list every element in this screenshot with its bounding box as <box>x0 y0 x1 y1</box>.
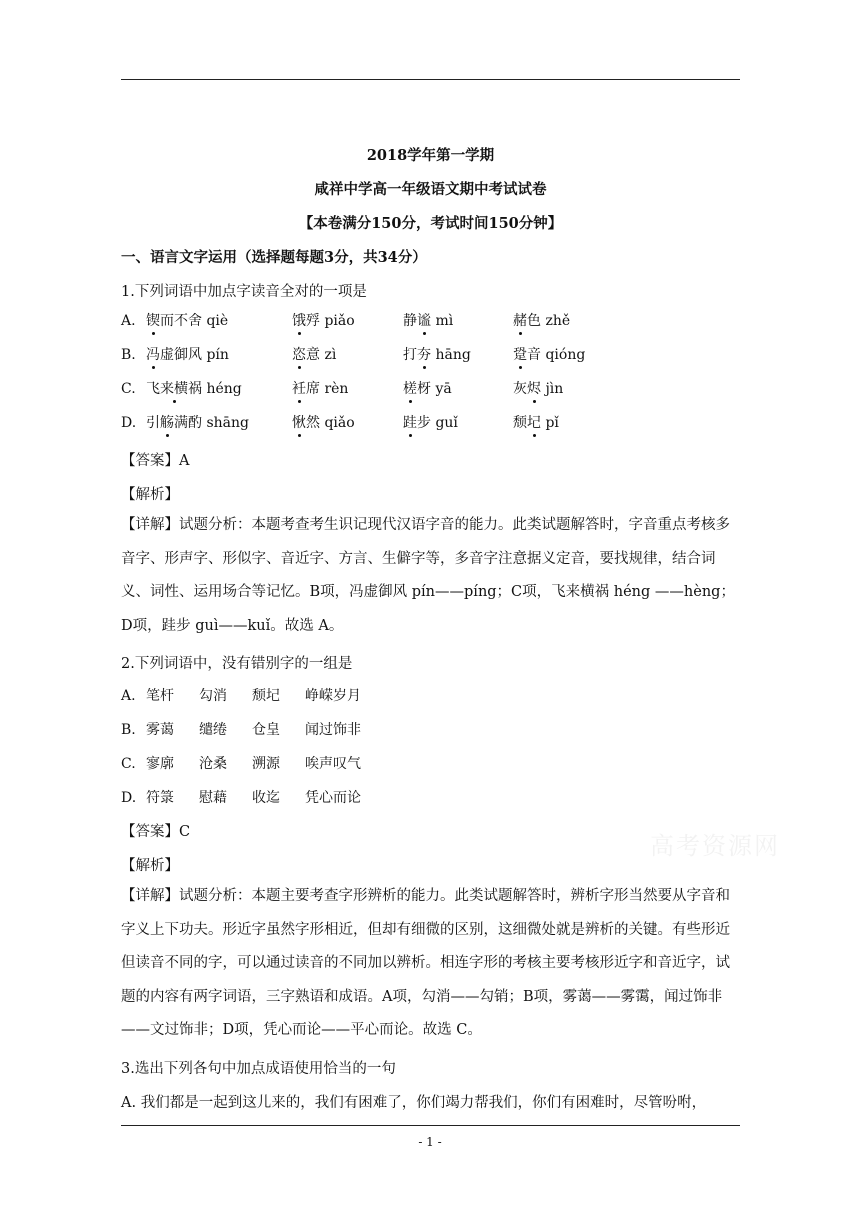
question-1-analysis-label: 【解析】 <box>121 487 179 503</box>
option-text: 意 zì <box>306 347 337 363</box>
option-text: 席 rèn <box>306 381 349 397</box>
option-text: 恣 <box>292 347 306 363</box>
option-text: 圮 <box>527 415 541 431</box>
q1-option-item <box>292 413 355 433</box>
q2-option-word: 收迄 <box>252 790 280 806</box>
option-text: 觞 <box>160 415 174 431</box>
question-2-detail: 【详解】试题分析：本题主要考查字形辨析的能力。此类试题解答时，辨析字形当然要从字音和字义上下功夫。形近字虽然字形相近，但却有细微的区别，这细微处就是辨析的关键。有些形近但读音不同的字，可以通过读音的不同加以辨析。相连字形的考核主要考核形近字和音近字，试题的内容有两字词语，三字熟语和成语。A项，勾消——勾销；B项，雾蔼——雾霭，闻过饰非——文过饰非；D项，凭心而论——平心而论。故选 C。 <box>121 888 730 1038</box>
q1-option-label: B. <box>121 347 136 363</box>
option-text: pǐ <box>541 415 559 431</box>
q2-option-label: A. <box>121 688 136 704</box>
option-text: 然 qiǎo <box>306 415 355 431</box>
option-text: hāng <box>431 347 471 363</box>
option-text: 谧 <box>417 313 431 329</box>
question-2-analysis-label: 【解析】 <box>121 858 179 874</box>
option-text: jìn <box>541 381 564 397</box>
q1-option-label: D. <box>121 415 137 431</box>
q1-option-item <box>292 345 336 365</box>
question-3-option-a: A. 我们都是一起到这儿来的，我们有困难了，你们竭力帮我们，你们有困难时，尽管吩咐， <box>121 1095 707 1111</box>
option-text: 枒 yā <box>417 381 452 397</box>
watermark: 高考资源网 <box>650 832 780 860</box>
page-number: - 1 - <box>418 1135 442 1149</box>
header-rule <box>121 79 740 80</box>
q1-option-item <box>292 311 355 331</box>
q2-option-word: 勾消 <box>199 688 227 704</box>
q2-option-word: 符箓 <box>146 790 174 806</box>
option-text: 音 qióng <box>527 347 586 363</box>
q1-option-item <box>292 379 348 399</box>
q1-option-item <box>403 379 452 399</box>
q1-option-label: C. <box>121 381 136 397</box>
q1-option-item <box>513 311 570 331</box>
q2-option-label: B. <box>121 722 136 738</box>
q2-option-word: 唉声叹气 <box>305 756 361 772</box>
q1-option-item <box>146 379 242 399</box>
q1-option-item <box>146 413 249 433</box>
option-text: 色 zhě <box>527 313 571 329</box>
option-text: 灰 <box>513 381 527 397</box>
option-text: 锲 <box>146 313 160 329</box>
option-text: 静 <box>403 313 417 329</box>
question-1-stem: 1.下列词语中加点字读音全对的一项是 <box>121 284 367 300</box>
q2-option-word: 闻过饰非 <box>305 722 361 738</box>
q2-option-word: 溯源 <box>252 756 280 772</box>
option-text: 满酌 shāng <box>174 415 249 431</box>
option-text: 饿 <box>292 313 306 329</box>
option-text: 殍 piǎo <box>306 313 355 329</box>
q2-option-word: 颓圮 <box>252 688 280 704</box>
q1-option-item <box>403 413 458 433</box>
option-text: 颓 <box>513 415 527 431</box>
option-text: 衽 <box>292 381 306 397</box>
option-text: 引 <box>146 415 160 431</box>
q2-option-word: 慰藉 <box>199 790 227 806</box>
option-text: 跫 <box>513 347 527 363</box>
q1-option-label: A. <box>121 313 136 329</box>
exam-title: 咸祥中学高一年级语文期中考试试卷 <box>314 181 547 198</box>
option-text: 步 guǐ <box>417 415 458 431</box>
question-1-detail: 【详解】试题分析：本题考查考生识记现代汉语字音的能力。此类试题解答时，字音重点考核多音字、形声字、形似字、音近字、方言、生僻字等，多音字注意据义定音，要找规律，结合词义、词性、运用场合等记忆。B项，冯虚御风 pín——píng；C项，飞来横祸 héng ——hèng；D项，跬步 guì——kuǐ。故选 A。 <box>121 517 735 634</box>
section-heading: 一、语言文字运用（选择题每题3分，共34分） <box>121 249 427 266</box>
option-text: 飞 <box>146 381 160 397</box>
question-2-answer: 【答案】C <box>121 824 191 840</box>
q2-option-word: 峥嵘岁月 <box>305 688 361 704</box>
q1-option-item <box>403 311 453 331</box>
q2-option-word: 寥廓 <box>146 756 174 772</box>
q2-option-word: 凭心而论 <box>305 790 361 806</box>
question-3-stem: 3.选出下列各句中加点成语使用恰当的一句 <box>121 1061 396 1077</box>
option-text: 赭 <box>513 313 527 329</box>
q1-option-item <box>403 345 471 365</box>
option-text: mì <box>431 313 454 329</box>
q1-option-item <box>513 379 563 399</box>
option-text: 打 <box>403 347 417 363</box>
q2-option-label: D. <box>121 790 137 806</box>
option-text: 愀 <box>292 415 306 431</box>
q2-option-word: 缱绻 <box>199 722 227 738</box>
footer-rule <box>121 1125 740 1126</box>
option-text: 槎 <box>403 381 417 397</box>
q1-option-item <box>146 311 228 331</box>
q2-option-word: 雾蔼 <box>146 722 174 738</box>
q1-option-item <box>513 413 559 433</box>
option-text: 冯 <box>146 347 160 363</box>
option-text: 跬 <box>403 415 417 431</box>
q2-option-word: 沧桑 <box>199 756 227 772</box>
option-text: 而不舍 qiè <box>160 313 229 329</box>
question-2-stem: 2.下列词语中，没有错别字的一组是 <box>121 656 353 672</box>
option-text: 烬 <box>527 381 541 397</box>
question-1-answer: 【答案】A <box>121 453 190 469</box>
q2-option-label: C. <box>121 756 136 772</box>
q2-option-word: 笔杆 <box>146 688 174 704</box>
q1-option-item <box>146 345 229 365</box>
option-text: 来横 <box>160 381 188 397</box>
option-text: 虚御风 pín <box>160 347 229 363</box>
option-text: 祸 héng <box>188 381 242 397</box>
exam-note: 【本卷满分150分，考试时间150分钟】 <box>298 215 563 232</box>
option-text: 夯 <box>417 347 431 363</box>
q1-option-item <box>513 345 585 365</box>
q2-option-word: 仓皇 <box>252 722 280 738</box>
exam-term: 2018学年第一学期 <box>366 147 495 164</box>
